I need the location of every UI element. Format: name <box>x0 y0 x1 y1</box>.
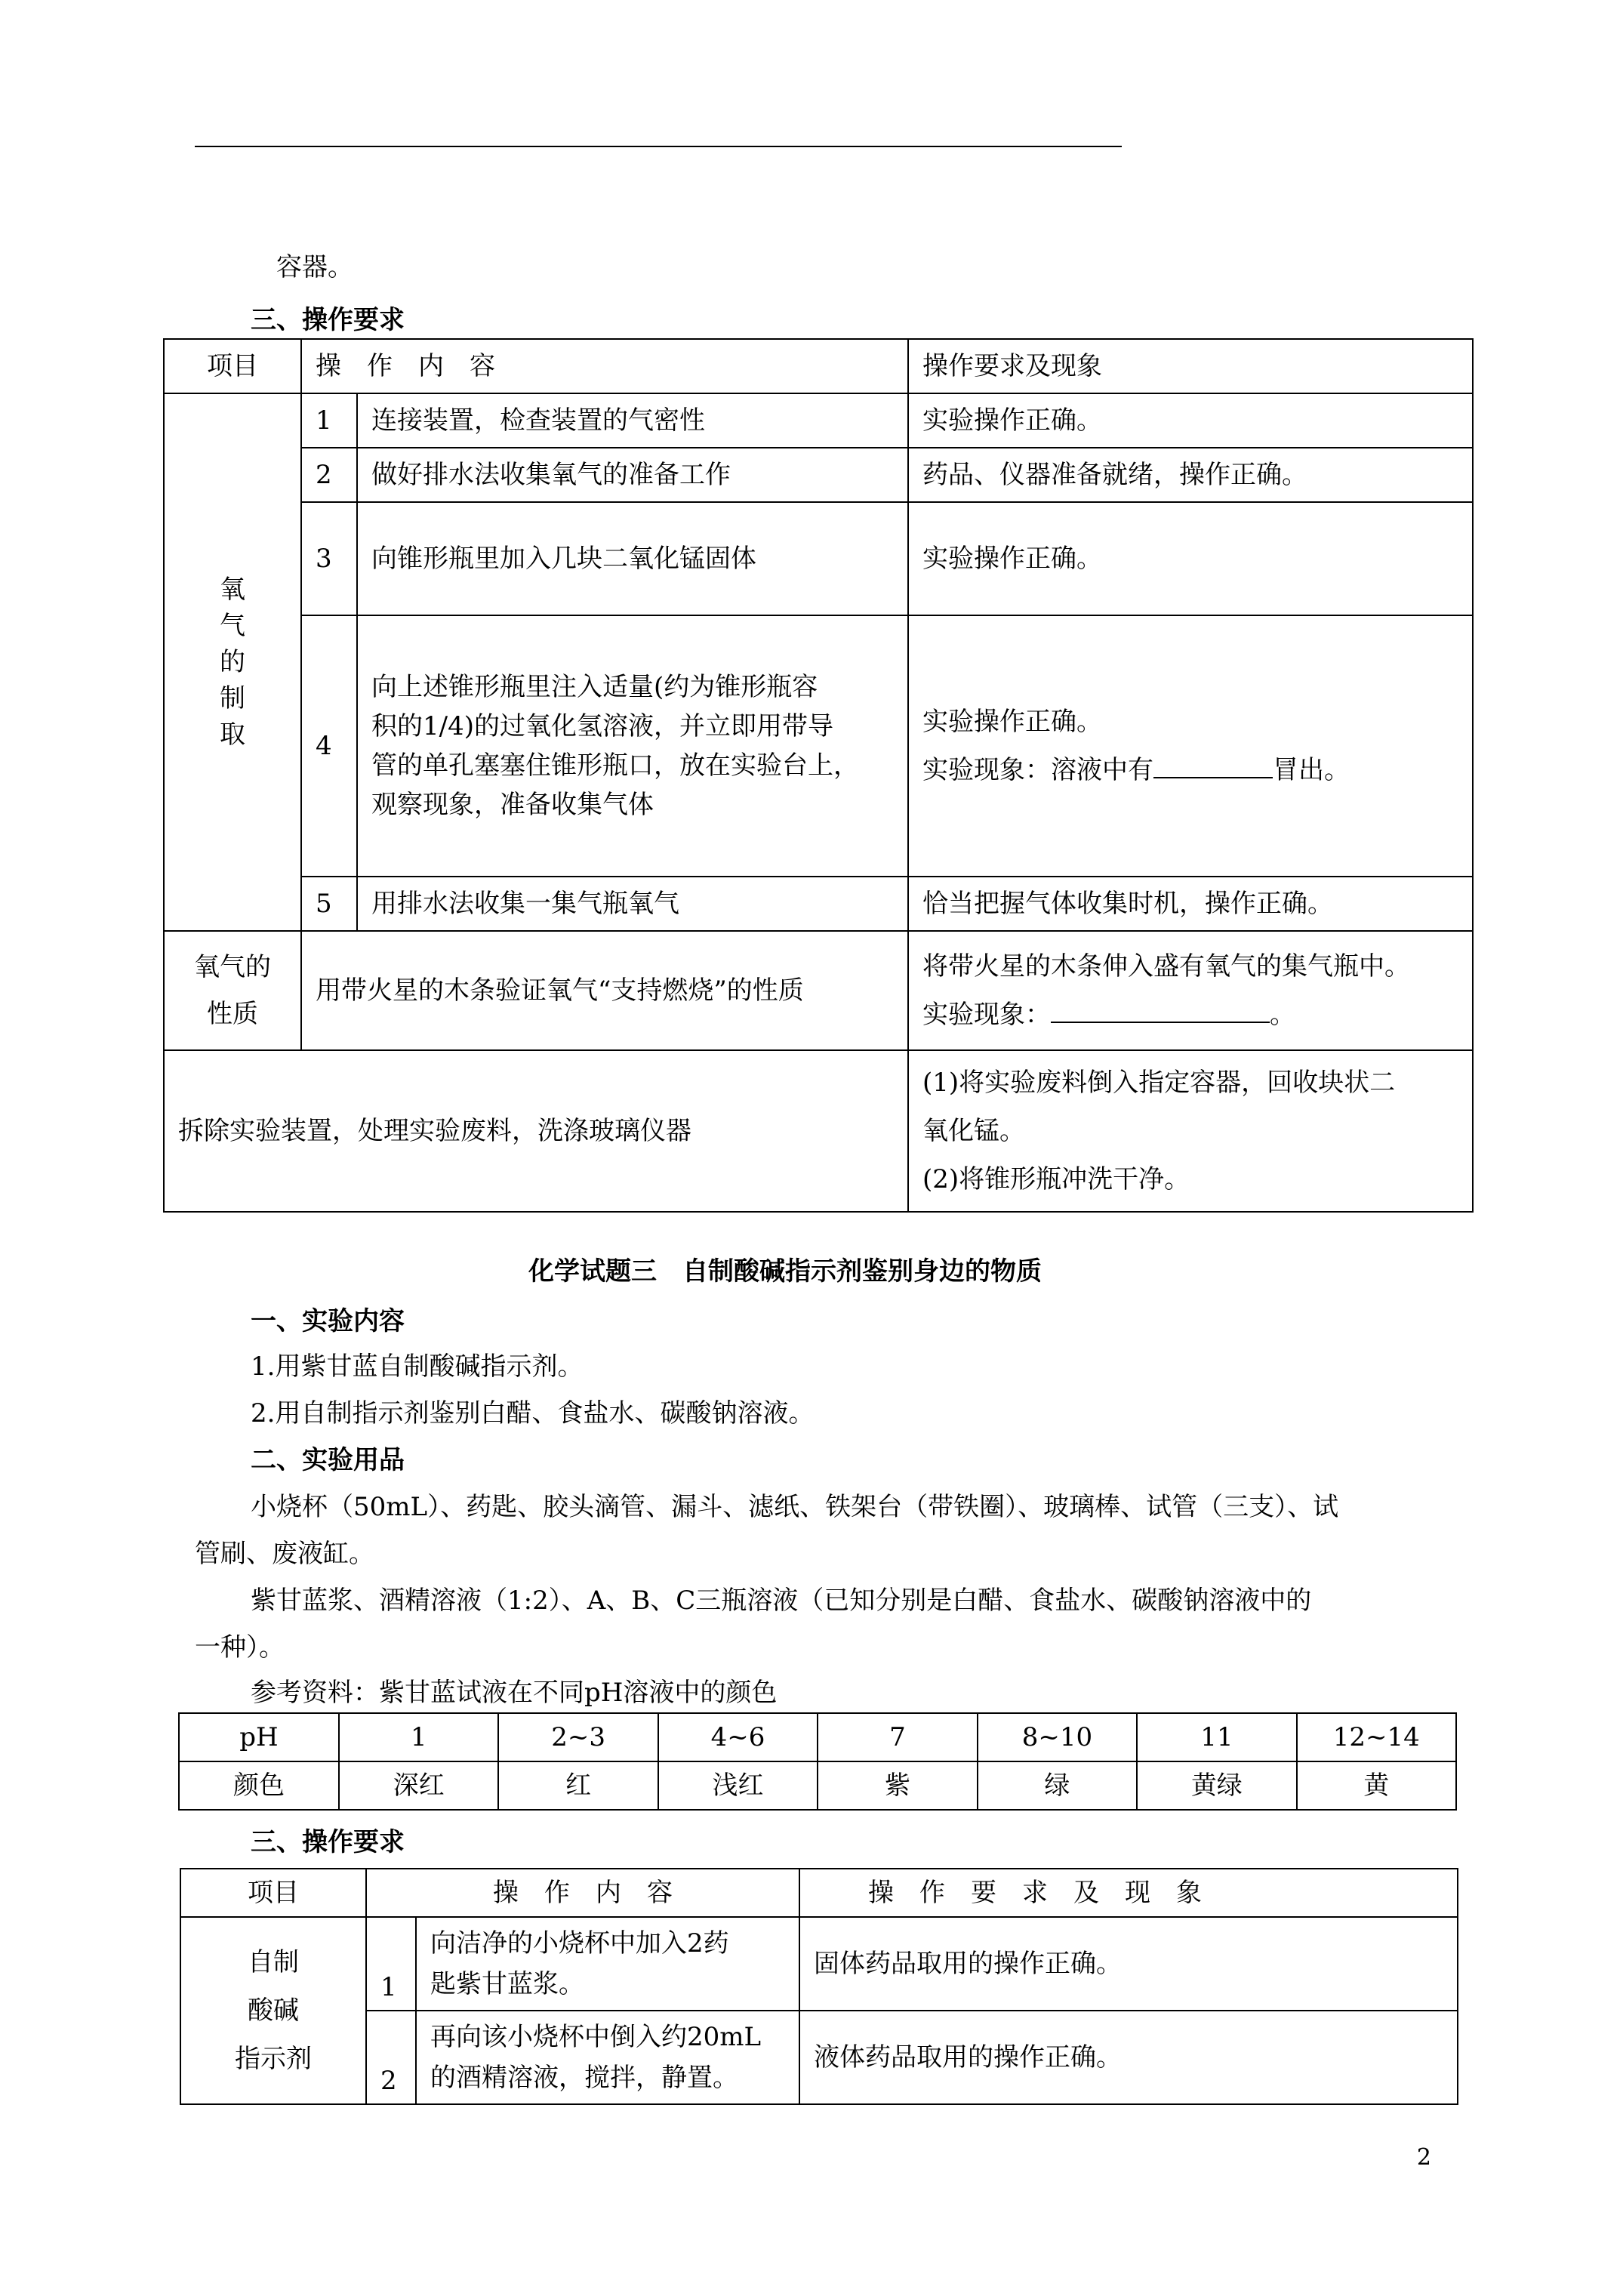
row-number: 2 <box>301 448 357 502</box>
answer-blank <box>1153 753 1273 778</box>
color-cell: 黄绿 <box>1137 1761 1296 1810</box>
materials-line: 紫甘蓝浆、酒精溶液（1:2）、A、B、C三瓶溶液（已知分别是白醋、食盐水、碳酸钠溶液中的 <box>251 1586 1312 1616</box>
row-op: 连接装置，检查装置的气密性 <box>357 393 908 448</box>
header-req: 操 作 要 求 及 现 象 <box>799 1869 1458 1917</box>
row-number: 3 <box>301 502 357 615</box>
operation-table-2 <box>180 1868 1458 2105</box>
ph-cell: 12~14 <box>1297 1713 1456 1761</box>
row-number: 2 <box>366 2011 416 2104</box>
cleanup-op: 拆除实验装置，处理实验废料，洗涤玻璃仪器 <box>164 1050 908 1212</box>
group-indicator: 自制 酸碱 指示剂 <box>180 1917 366 2104</box>
row-op-multiline: 向上述锥形瓶里注入适量(约为锥形瓶容 积的1/4)的过氧化氢溶液，并立即用带导 管的单孔塞塞住锥形瓶口，放在实验台上， 观察现象，准备收集气体 <box>357 615 908 877</box>
row-req: 实验操作正确。 实验现象：溶液中有 冒出。 <box>908 615 1473 877</box>
prop-op: 用带火星的木条验证氧气“支持燃烧”的性质 <box>301 931 908 1050</box>
row-op: 做好排水法收集氧气的准备工作 <box>357 448 908 502</box>
ph-cell: pH <box>179 1713 339 1761</box>
ph-cell: 4~6 <box>658 1713 818 1761</box>
row-req: 实验操作正确。 <box>908 393 1473 448</box>
reference-note: 参考资料：紫甘蓝试液在不同pH溶液中的颜色 <box>251 1678 778 1708</box>
group-oxygen-property: 氧气的 性质 <box>164 931 301 1050</box>
header-rule <box>195 146 1122 147</box>
section-heading: 三、操作要求 <box>251 1827 405 1857</box>
section-heading: 一、实验内容 <box>251 1306 405 1336</box>
content-item: 1.用紫甘蓝自制酸碱指示剂。 <box>251 1351 584 1382</box>
row-number: 1 <box>301 393 357 448</box>
color-cell: 浅红 <box>658 1761 818 1810</box>
row-op: 向锥形瓶里加入几块二氧化锰固体 <box>357 502 908 615</box>
row-op: 用排水法收集一集气瓶氧气 <box>357 877 908 931</box>
ph-cell: 2~3 <box>498 1713 658 1761</box>
top-fragment: 容器。 <box>276 252 353 282</box>
ph-cell: 7 <box>818 1713 977 1761</box>
section-heading: 三、操作要求 <box>251 305 405 335</box>
row-req: 药品、仪器准备就绪，操作正确。 <box>908 448 1473 502</box>
color-cell: 黄 <box>1297 1761 1456 1810</box>
ph-cell: 11 <box>1137 1713 1296 1761</box>
color-cell: 紫 <box>818 1761 977 1810</box>
header-op: 操 作 内 容 <box>301 339 908 393</box>
row-number: 5 <box>301 877 357 931</box>
cleanup-req: (1)将实验废料倒入指定容器，回收块状二 氧化锰。 (2)将锥形瓶冲洗干净。 <box>908 1050 1473 1212</box>
row-op: 向洁净的小烧杯中加入2药 匙紫甘蓝浆。 <box>416 1917 799 2011</box>
row-op: 再向该小烧杯中倒入约20mL 的酒精溶液，搅拌，静置。 <box>416 2011 799 2104</box>
row-req: 液体药品取用的操作正确。 <box>799 2011 1458 2104</box>
materials-line: 管刷、废液缸。 <box>195 1539 374 1569</box>
section-heading: 二、实验用品 <box>251 1445 405 1475</box>
materials-line: 一种）。 <box>195 1632 285 1663</box>
materials-line: 小烧杯（50mL）、药匙、胶头滴管、漏斗、滤纸、铁架台（带铁圈）、玻璃棒、试管（三支）、试 <box>251 1492 1339 1522</box>
header-item: 项目 <box>164 339 301 393</box>
page-number: 2 <box>1416 2144 1431 2171</box>
row-number: 4 <box>301 615 357 877</box>
ph-cell: 8~10 <box>978 1713 1137 1761</box>
row-req: 恰当把握气体收集时机，操作正确。 <box>908 877 1473 931</box>
answer-blank <box>1051 997 1270 1023</box>
ph-cell: 1 <box>339 1713 498 1761</box>
color-cell: 深红 <box>339 1761 498 1810</box>
content-item: 2.用自制指示剂鉴别白醋、食盐水、碳酸钠溶液。 <box>251 1398 815 1428</box>
header-req: 操作要求及现象 <box>908 339 1473 393</box>
color-cell: 红 <box>498 1761 658 1810</box>
row-req: 固体药品取用的操作正确。 <box>799 1917 1458 2011</box>
test-title: 化学试题三 自制酸碱指示剂鉴别身边的物质 <box>528 1256 1042 1287</box>
row-req: 实验操作正确。 <box>908 502 1473 615</box>
header-item: 项目 <box>180 1869 366 1917</box>
ph-color-table <box>178 1712 1457 1811</box>
operation-table-1 <box>163 338 1474 1213</box>
prop-req: 将带火星的木条伸入盛有氧气的集气瓶中。 实验现象： 。 <box>908 931 1473 1050</box>
group-oxygen-prep: 氧气的制取 <box>164 393 301 931</box>
color-cell: 颜色 <box>179 1761 339 1810</box>
header-op: 操 作 内 容 <box>366 1869 799 1917</box>
color-cell: 绿 <box>978 1761 1137 1810</box>
row-number: 1 <box>366 1917 416 2011</box>
